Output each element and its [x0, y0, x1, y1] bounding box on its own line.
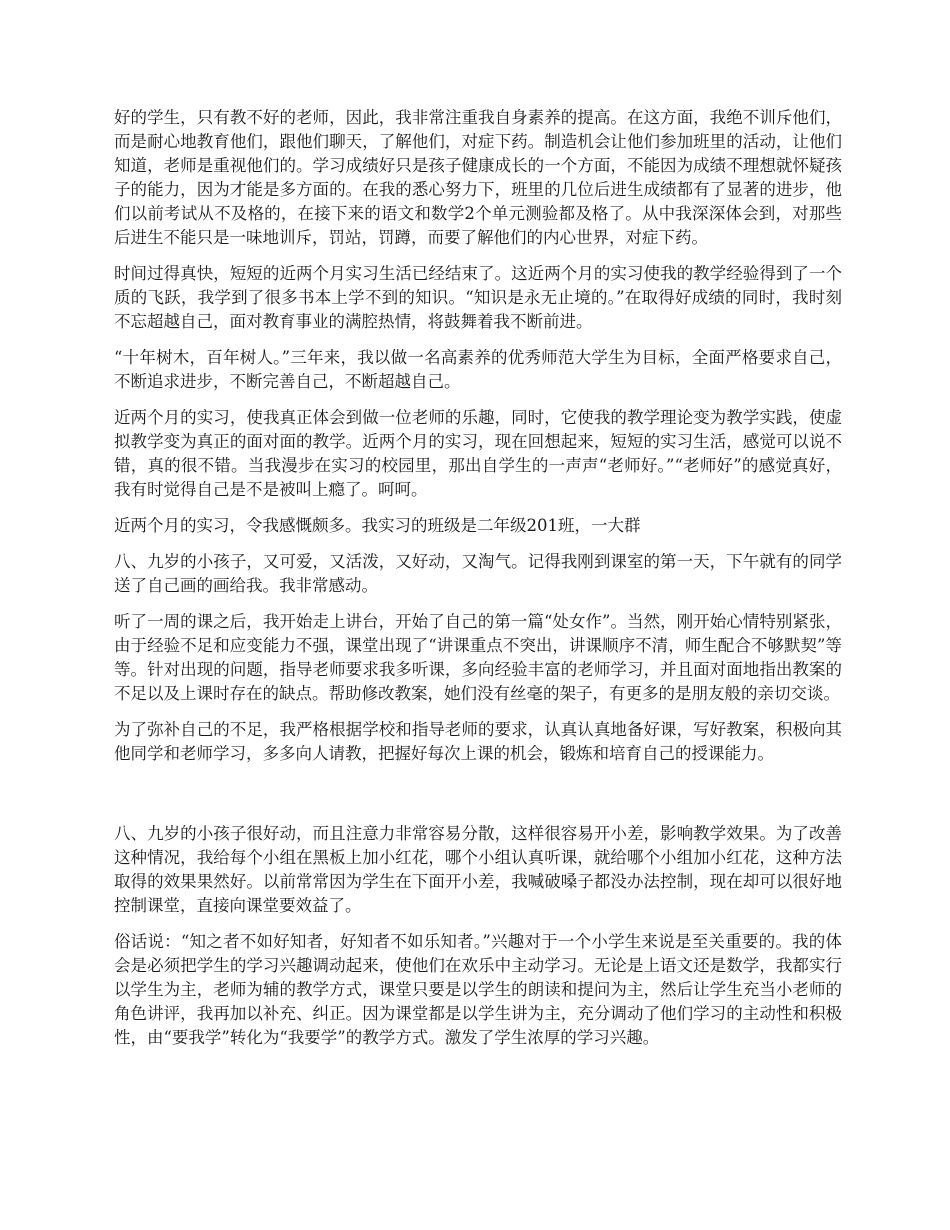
paragraph-7: 听了一周的课之后，我开始走上讲台，开始了自己的第一篇“处女作”。当然，刚开始心情特别紧张，由于经验不足和应变能力不强，课堂出现了“讲课重点不突出，讲课顺序不清，师生配合不够默契”等等。针对出现的问题，指导老师要求我多听课，多向经验丰富的老师学习，并且面对面地指出教案的不足以及上课时存在的缺点。帮助修改教案，她们没有丝毫的架子，有更多的是朋友般的亲切交谈。 — [114, 612, 842, 703]
paragraph-9: 八、九岁的小孩子很好动，而且注意力非常容易分散，这样很容易开小差，影响教学效果。为了改善这种情况，我给每个小组在黑板上加小红花，哪个小组认真听课，就给哪个小组加小红花，这种方法取得的效果果然好。以前常常因为学生在下面开小差，我喊破嗓子都没办法控制，现在却可以很好地控制课堂，直接向课堂要效益了。 — [114, 824, 842, 915]
paragraph-6: 八、九岁的小孩子，又可爱，又活泼，又好动，又淘气。记得我刚到课室的第一天，下午就有的同学送了自己画的画给我。我非常感动。 — [114, 552, 842, 595]
paragraph-8: 为了弥补自己的不足，我严格根据学校和指导老师的要求，认真认真地备好课，写好教案，积极向其他同学和老师学习，多多向人请教，把握好每次上课的机会，锻炼和培育自己的授课能力。 — [114, 720, 842, 763]
paragraph-3: “十年树木，百年树人。”三年来，我以做一名高素养的优秀师范大学生为目标，全面严格要求自己，不断追求进步，不断完善自己，不断超越自己。 — [114, 348, 842, 391]
paragraph-5: 近两个月的实习，令我感慨颇多。我实习的班级是二年级201班，一大群 — [114, 516, 641, 535]
paragraph-1: 好的学生，只有教不好的老师，因此，我非常注重我自身素养的提高。在这方面，我绝不训斥他们，而是耐心地教育他们，跟他们聊天，了解他们，对症下药。制造机会让他们参加班里的活动，让他们知道，老师是重视他们的。学习成绩好只是孩子健康成长的一个方面，不能因为成绩不理想就怀疑孩子的能力，因为才能是多方面的。在我的悉心努力下，班里的几位后进生成绩都有了显著的进步，他们以前考试从不及格的，在接下来的语文和数学2个单元测验都及格了。从中我深深体会到，对那些后进生不能只是一味地训斥，罚站，罚蹲，而要了解他们的内心世界，对症下药。 — [114, 108, 842, 247]
document-body — [114, 106, 842, 1062]
paragraph-10: 俗话说：“知之者不如好知者，好知者不如乐知者。”兴趣对于一个小学生来说是至关重要的。我的体会是必须把学生的学习兴趣调动起来，使他们在欢乐中主动学习。无论是上语文还是数学，我都实行以学生为主，老师为辅的教学方式，课堂只要是以学生的朗读和提问为主，然后让学生充当小老师的角色讲评，我再加以补充、纠正。因为课堂都是以学生讲为主，充分调动了他们学习的主动性和积极性，由“要我学”转化为“我要学”的教学方式。激发了学生浓厚的学习兴趣。 — [114, 932, 842, 1047]
paragraph-2: 时间过得真快，短短的近两个月实习生活已经结束了。这近两个月的实习使我的教学经验得到了一个质的飞跃，我学到了很多书本上学不到的知识。“知识是永无止境的。”在取得好成绩的同时，我时刻不忘超越自己，面对教育事业的满腔热情，将鼓舞着我不断前进。 — [114, 264, 842, 331]
paragraph-4: 近两个月的实习，使我真正体会到做一位老师的乐趣，同时，它使我的教学理论变为教学实践，使虚拟教学变为真正的面对面的教学。近两个月的实习，现在回想起来，短短的实习生活，感觉可以说不错，真的很不错。当我漫步在实习的校园里，那出自学生的一声声“老师好。”“老师好”的感觉真好，我有时觉得自己是不是被叫上瘾了。呵呵。 — [114, 408, 842, 499]
